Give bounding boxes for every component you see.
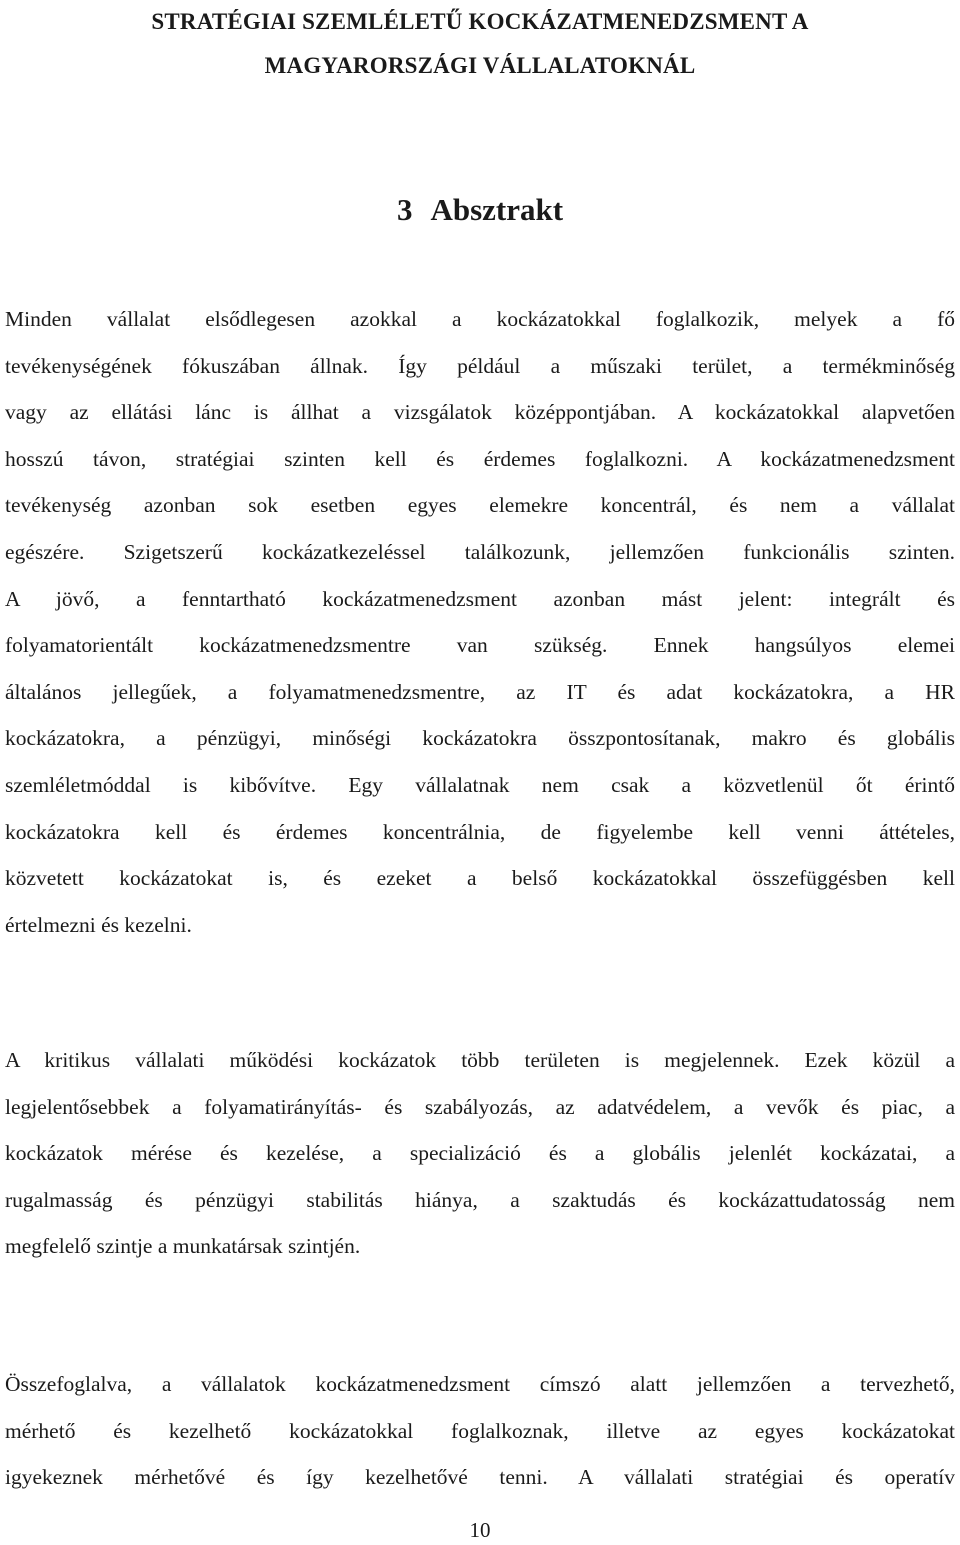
text-line: közvetett kockázatokat is, és ezeket a belső kockázatokkal összefüggésben kell bbox=[5, 866, 955, 891]
text-line: folyamatorientált kockázatmenedzsmentre van szükség. Ennek hangsúlyos elemei bbox=[5, 633, 955, 658]
text-line: legjelentősebbek a folyamatirányítás- és szabályozás, az adatvédelem, a vevők és piac, a bbox=[5, 1094, 955, 1119]
text-line: tevékenységének fókuszában állnak. Így például a műszaki terület, a termékminőség bbox=[5, 353, 955, 378]
text-line: értelmezni és kezelni. bbox=[5, 912, 192, 937]
text-line: kockázatokra, a pénzügyi, minőségi kockázatokra összpontosítanak, makro és globális bbox=[5, 726, 955, 751]
text-line: vagy az ellátási lánc is állhat a vizsgálatok középpontjában. A kockázatokkal alapvetően bbox=[5, 400, 955, 425]
section-heading bbox=[0, 187, 960, 233]
header-title-line-2: MAGYARORSZÁGI VÁLLALATOKNÁL bbox=[264, 53, 696, 78]
text-line: igyekeznek mérhetővé és így kezelhetővé tenni. A vállalati stratégiai és operatív bbox=[5, 1465, 955, 1490]
text-line: hosszú távon, stratégiai szinten kell és érdemes foglalkozni. A kockázatmenedzsment bbox=[5, 446, 955, 471]
paragraph-intro bbox=[5, 296, 955, 948]
section-number: 3 bbox=[396, 192, 413, 227]
text-line: A jövő, a fenntartható kockázatmenedzsment azonban mást jelent: integrált és bbox=[5, 586, 955, 611]
text-line: szemléletmóddal is kibővítve. Egy vállalatnak nem csak a közvetlenül őt érintő bbox=[5, 772, 955, 797]
paragraph-critical-risks bbox=[5, 1037, 955, 1270]
text-line: rugalmasság és pénzügyi stabilitás hiánya, a szaktudás és kockázattudatosság nem bbox=[5, 1187, 955, 1212]
text-line: kockázatok mérése és kezelése, a specializáció és a globális jelenlét kockázatai, a bbox=[5, 1141, 955, 1166]
text-line: Minden vállalat elsődlegesen azokkal a kockázatokkal foglalkozik, melyek a fő bbox=[5, 307, 955, 331]
header-title-line-1: STRATÉGIAI SZEMLÉLETŰ KOCKÁZATMENEDZSMENT A bbox=[151, 9, 809, 34]
text-line: egészére. Szigetszerű kockázatkezeléssel találkozunk, jellemzően funkcionális szinten. bbox=[5, 539, 955, 564]
document-header bbox=[0, 0, 960, 88]
page-number: 10 bbox=[469, 1518, 491, 1542]
text-line: általános jellegűek, a folyamatmenedzsmentre, az IT és adat kockázatokra, a HR bbox=[5, 679, 955, 704]
section-title: Absztrakt bbox=[430, 192, 564, 227]
text-line: tevékenység azonban sok esetben egyes elemekre koncentrál, és nem a vállalat bbox=[5, 493, 955, 518]
text-line: A kritikus vállalati működési kockázatok több területen is megjelennek. Ezek közül a bbox=[5, 1048, 955, 1072]
text-line: megfelelő szintje a munkatársak szintjén. bbox=[5, 1234, 361, 1259]
text-line: mérhető és kezelhető kockázatokkal foglalkoznak, illetve az egyes kockázatokat bbox=[5, 1418, 955, 1443]
text-line: Összefoglalva, a vállalatok kockázatmenedzsment címszó alatt jellemzően a tervezhető, bbox=[5, 1372, 955, 1396]
text-line: kockázatokra kell és érdemes koncentrálnia, de figyelembe kell venni áttételes, bbox=[5, 819, 955, 844]
paragraph-summary bbox=[5, 1361, 955, 1501]
